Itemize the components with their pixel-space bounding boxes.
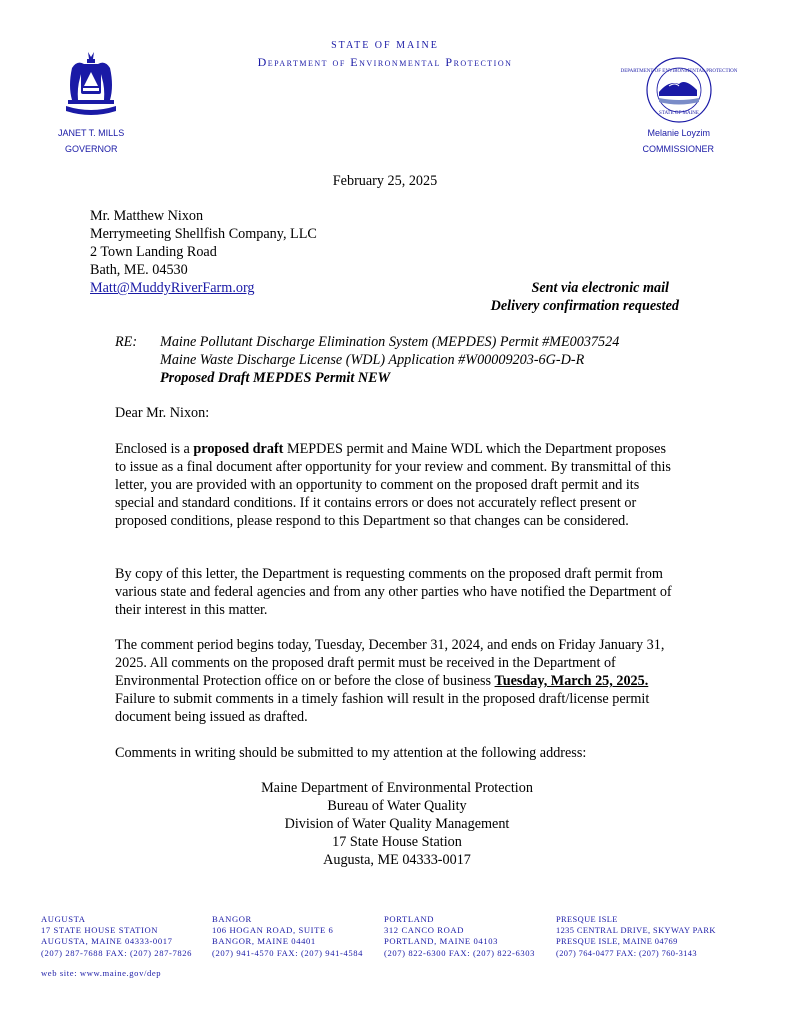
commissioner-name: Melanie Loyzim xyxy=(647,128,710,138)
p2-text: By copy of this letter, the Department is requesting comments on the proposed draft permit from various state and federal agencies and from any other parties who have notified the Department of their interest in this matter. xyxy=(115,566,672,618)
paragraph-2 xyxy=(115,565,677,619)
paragraph-4 xyxy=(115,744,677,762)
p3-text-end: Failure to submit comments in a timely fashion will result in the proposed draft/license permit document being issued as drafted. xyxy=(115,691,650,725)
p4-text: Comments in writing should be submitted to my attention at the following address: xyxy=(115,745,587,761)
delivery-confirmation: Delivery confirmation requested xyxy=(490,298,679,314)
office-phone: (207) 764-0477 FAX: (207) 760-3143 xyxy=(556,948,697,958)
office-phone: (207) 941-4570 FAX: (207) 941-4584 xyxy=(212,947,364,958)
recipient-block xyxy=(90,207,317,297)
governor-title: GOVERNOR xyxy=(65,144,118,154)
state-seal-logo xyxy=(62,50,120,120)
recipient-email-link[interactable]: Matt@MuddyRiverFarm.org xyxy=(90,280,255,296)
p3-deadline: Tuesday, March 25, 2025. xyxy=(494,673,649,689)
footer-office-augusta xyxy=(41,914,192,959)
footer-office-bangor xyxy=(212,914,363,959)
recipient-company: Merrymeeting Shellfish Company, LLC xyxy=(90,226,317,242)
dep-seal-logo xyxy=(620,56,738,124)
re-subject xyxy=(160,333,619,387)
office-city: PRESQUE ISLE xyxy=(556,915,618,924)
office-line2: BANGOR, MAINE 04401 xyxy=(212,936,316,947)
office-city: BANGOR xyxy=(212,914,252,924)
recipient-city: Bath, ME. 04530 xyxy=(90,262,188,278)
commissioner-title: COMMISSIONER xyxy=(642,144,714,154)
letterhead-state: STATE OF MAINE xyxy=(331,40,439,51)
office-phone: (207) 822-6300 FAX: (207) 822-6303 xyxy=(384,947,536,958)
salutation: Dear Mr. Nixon: xyxy=(115,405,210,421)
p1-text-start: Enclosed is a xyxy=(115,441,194,457)
re-draft-line: Proposed Draft MEPDES Permit NEW xyxy=(160,370,391,386)
re-permit-line: Maine Pollutant Discharge Elimination System (MEPDES) Permit #ME0037524 xyxy=(160,334,620,350)
delivery-method: Sent via electronic mail xyxy=(531,280,669,296)
office-line1: 1235 CENTRAL DRIVE, SKYWAY PARK xyxy=(556,926,716,936)
dep-seal-bottom-text: STATE OF MAINE xyxy=(659,111,699,116)
dep-seal-top-text: DEPARTMENT OF ENVIRONMENTAL PROTECTION xyxy=(620,69,738,74)
address-line: Bureau of Water Quality xyxy=(327,798,467,814)
letterhead-department: Department of Environmental Protection xyxy=(257,55,513,69)
paragraph-3 xyxy=(115,636,677,726)
address-line: Division of Water Quality Management xyxy=(284,816,510,832)
p1-text-end: MEPDES permit and Maine WDL which the Department proposes to issue as a final document after opportunity for your review and comment. By transmittal of this letter, you are provided with an opportunity to comment on the proposed draft permit and its special and standard conditions. If it contains errors or does not accurately reflect present or proposed conditions, please respond to this Department so that changes can be considered. xyxy=(115,441,671,529)
p3-text-start: The comment period begins today, Tuesday, December 31, 2024, and ends on Friday January 31, 2025. All comments on the proposed draft permit must be received in the Department of Environmental Protection office on or before the close of business xyxy=(115,637,665,689)
office-line2: PORTLAND, MAINE 04103 xyxy=(384,936,499,947)
office-line1: 312 CANCO ROAD xyxy=(384,925,465,936)
office-line1: 17 STATE HOUSE STATION xyxy=(41,925,159,936)
address-line: Maine Department of Environmental Protection xyxy=(261,780,533,796)
address-line: 17 State House Station xyxy=(332,834,462,850)
office-city: PORTLAND xyxy=(384,914,435,924)
office-line2: PRESQUE ISLE, MAINE 04769 xyxy=(556,937,678,947)
footer-office-presque-isle xyxy=(556,914,716,959)
office-phone: (207) 287-7688 FAX: (207) 287-7826 xyxy=(41,947,193,958)
address-line: Augusta, ME 04333-0017 xyxy=(323,852,471,868)
office-city: AUGUSTA xyxy=(41,914,86,924)
re-license-line: Maine Waste Discharge License (WDL) Application #W00009203-6G-D-R xyxy=(160,352,585,368)
recipient-name: Mr. Matthew Nixon xyxy=(90,208,204,224)
re-label: RE: xyxy=(115,334,138,350)
mailing-address xyxy=(0,779,794,869)
recipient-street: 2 Town Landing Road xyxy=(90,244,217,260)
governor-name: JANET T. MILLS xyxy=(58,128,125,138)
office-line1: 106 HOGAN ROAD, SUITE 6 xyxy=(212,925,334,936)
office-line2: AUGUSTA, MAINE 04333-0017 xyxy=(41,936,173,947)
letter-date: February 25, 2025 xyxy=(332,173,438,189)
footer-office-portland xyxy=(384,914,535,959)
footer-website[interactable]: web site: www.maine.gov/dep xyxy=(41,968,162,978)
paragraph-1 xyxy=(115,440,677,530)
p1-bold-text: proposed draft xyxy=(193,441,284,457)
